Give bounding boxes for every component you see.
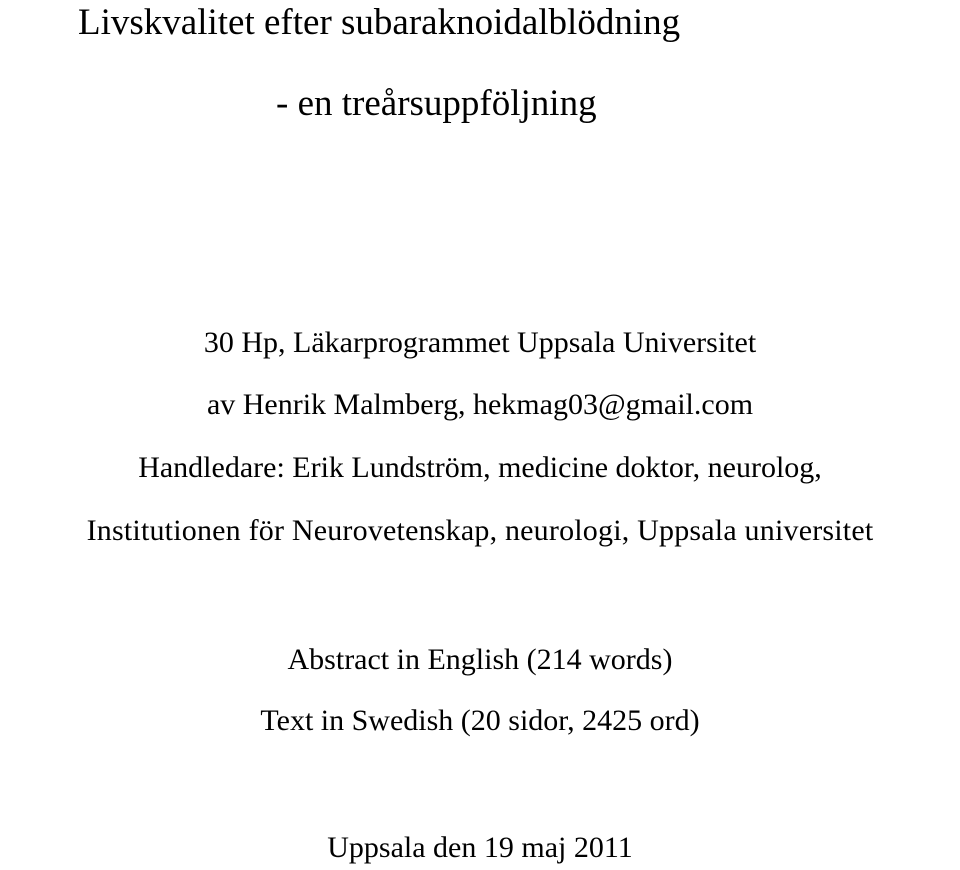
author-info: av Henrik Malmberg, hekmag03@gmail.com xyxy=(206,388,754,421)
text-language-note: Text in Swedish (20 sidor, 2425 ord) xyxy=(260,704,700,737)
course-info: 30 Hp, Läkarprogrammet Uppsala Universitet xyxy=(203,326,757,359)
document-title-line-1: Livskvalitet efter subaraknoidalblödning xyxy=(78,2,681,43)
supervisor-line-1: Handledare: Erik Lundström, medicine doktor, neurolog, xyxy=(138,451,822,484)
supervisor-line-2: Institutionen för Neurovetenskap, neurologi, Uppsala universitet xyxy=(86,514,874,547)
place-date: Uppsala den 19 maj 2011 xyxy=(327,831,633,864)
document-title-line-2: - en treårsuppföljning xyxy=(276,83,597,124)
abstract-note: Abstract in English (214 words) xyxy=(287,643,673,676)
